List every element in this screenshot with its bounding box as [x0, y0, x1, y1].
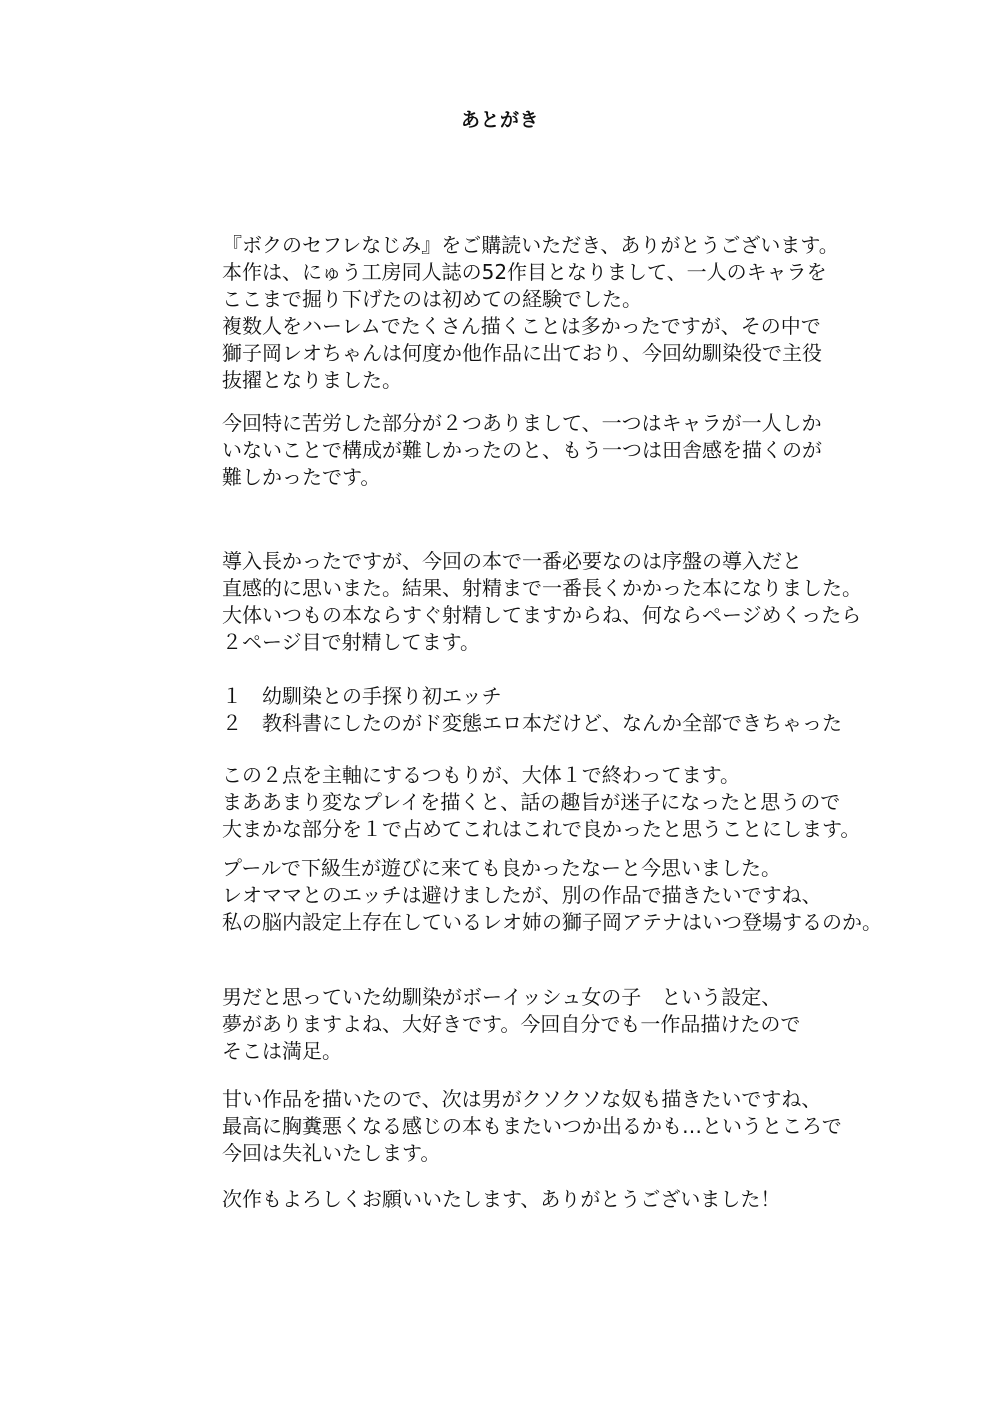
- text-line: 大まかな部分を１で占めてこれはこれで良かったと思うことにします。: [222, 817, 861, 841]
- text-line: そこは満足。: [222, 1039, 342, 1063]
- paragraph-4: [222, 548, 922, 656]
- text-line: 今回特に苦労した部分が２つありまして、一つはキャラが一人しか: [222, 411, 822, 435]
- paragraph-7: [222, 855, 922, 936]
- text-line: 夢がありますよね、大好きです。今回自分でも一作品描けたので: [222, 1012, 801, 1036]
- paragraph-3: [222, 410, 922, 491]
- text-line: 『ボクのセフレなじみ』をご購読いただき、ありがとうございます。: [222, 233, 839, 257]
- text-line: 今回は失礼いたします。: [222, 1141, 441, 1165]
- text-line: 直感的に思いまた。結果、射精まで一番長くかかった本になりました。: [222, 576, 862, 600]
- text-line: 私の脳内設定上存在しているレオ姉の獅子岡アテナはいつ登場するのか。: [222, 910, 882, 934]
- paragraph-8: [222, 984, 922, 1065]
- text-line: 次作もよろしくお願いいたします、ありがとうございました！: [222, 1187, 781, 1211]
- text-line: 難しかったです。: [222, 465, 381, 489]
- text-line: ２ページ目で射精してます。: [222, 630, 480, 654]
- text-line: まああまり変なプレイを描くと、話の趣旨が迷子になったと思うので: [222, 790, 841, 814]
- paragraph-9: [222, 1086, 922, 1167]
- text-line: 抜擢となりました。: [222, 368, 402, 392]
- text-line: この２点を主軸にするつもりが、大体１で終わってます。: [222, 763, 740, 787]
- paragraph-2: [222, 313, 922, 394]
- text-line: 獅子岡レオちゃんは何度か他作品に出ており、今回幼馴染役で主役: [222, 341, 822, 365]
- text-line: 男だと思っていた幼馴染がボーイッシュ女の子 という設定、: [222, 985, 782, 1009]
- paragraph-10: [222, 1186, 922, 1213]
- text-line: いないことで構成が難しかったのと、もう一つは田舎感を描くのが: [222, 438, 822, 462]
- paragraph-5: [222, 683, 922, 737]
- text-line: 導入長かったですが、今回の本で一番必要なのは序盤の導入だと: [222, 549, 802, 573]
- text-line: 最高に胸糞悪くなる感じの本もまたいつか出るかも…というところで: [222, 1114, 842, 1138]
- text-line: ここまで掘り下げたのは初めての経験でした。: [222, 287, 642, 311]
- text-line: 複数人をハーレムでたくさん描くことは多かったですが、その中で: [222, 314, 821, 338]
- text-line: 甘い作品を描いたので、次は男がクソクソな奴も描きたいですね、: [222, 1087, 822, 1111]
- page-title: あとがき: [460, 109, 539, 131]
- text-line: 本作は、にゅう工房同人誌の52作目となりまして、一人のキャラを: [222, 260, 827, 284]
- text-line: レオママとのエッチは避けましたが、別の作品で描きたいですね、: [222, 883, 822, 907]
- list-item: ２ 教科書にしたのがド変態エロ本だけど、なんか全部できちゃった: [222, 711, 842, 735]
- text-line: 大体いつもの本ならすぐ射精してますからね、何ならページめくったら: [222, 603, 862, 627]
- paragraph-1: [222, 232, 922, 313]
- text-line: プールで下級生が遊びに来ても良かったなーと今思いました。: [222, 856, 781, 880]
- paragraph-6: [222, 762, 922, 843]
- list-item: １ 幼馴染との手探り初エッチ: [222, 684, 502, 708]
